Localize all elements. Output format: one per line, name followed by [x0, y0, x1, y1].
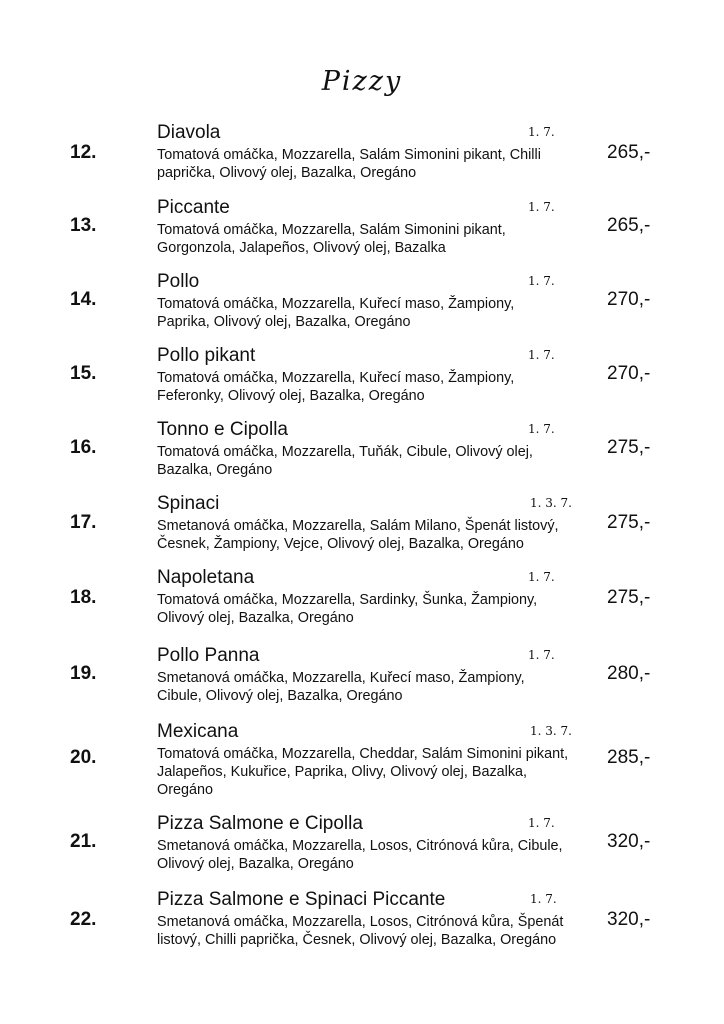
- item-name: Pollo pikant: [157, 345, 256, 366]
- item-description: Tomatová omáčka, Mozzarella, Salám Simonini pikant, Chilli paprička, Olivový olej, Bazalka, Oregáno: [157, 147, 541, 181]
- item-name: Pizza Salmone e Spinaci Piccante: [157, 889, 446, 910]
- item-number: 22.: [70, 909, 97, 930]
- item-number: 14.: [70, 289, 97, 310]
- item-price: 280,-: [607, 663, 651, 684]
- item-number: 18.: [70, 587, 97, 608]
- item-allergens: 1. 7.: [528, 348, 555, 362]
- item-name: Piccante: [157, 197, 230, 218]
- item-number: 12.: [70, 142, 97, 163]
- item-allergens: 1. 7.: [528, 274, 555, 288]
- item-price: 275,-: [607, 512, 651, 533]
- menu-item: [0, 197, 724, 267]
- menu-item: [0, 419, 724, 489]
- item-price: 265,-: [607, 215, 651, 236]
- item-allergens: 1. 7.: [530, 892, 557, 906]
- item-description: Smetanová omáčka, Mozzarella, Salám Milano, Špenát listový, Česnek, Žampiony, Vejce, Olivový olej, Bazalka, Oregáno: [157, 518, 559, 552]
- item-description: Tomatová omáčka, Mozzarella, Sardinky, Šunka, Žampiony, Olivový olej, Bazalka, Oregáno: [157, 592, 538, 626]
- menu-item: [0, 721, 724, 801]
- item-description: Smetanová omáčka, Mozzarella, Losos, Citrónová kůra, Špenát listový, Chilli paprička, Česnek, Olivový olej, Bazalka, Oregáno: [157, 914, 564, 948]
- menu-item: [0, 345, 724, 415]
- item-allergens: 1. 7.: [528, 125, 555, 139]
- item-allergens: 1. 3. 7.: [530, 496, 572, 510]
- item-number: 13.: [70, 215, 97, 236]
- item-name: Tonno e Cipolla: [157, 419, 288, 440]
- item-description: Tomatová omáčka, Mozzarella, Salám Simonini pikant, Gorgonzola, Jalapeños, Olivový olej, Bazalka: [157, 222, 506, 256]
- item-name: Spinaci: [157, 493, 220, 514]
- item-number: 16.: [70, 437, 97, 458]
- item-allergens: 1. 7.: [528, 422, 555, 436]
- item-price: 270,-: [607, 289, 651, 310]
- menu-item: [0, 813, 724, 883]
- item-number: 19.: [70, 663, 97, 684]
- item-allergens: 1. 7.: [528, 200, 555, 214]
- item-name: Napoletana: [157, 567, 255, 588]
- item-price: 270,-: [607, 363, 651, 384]
- item-price: 275,-: [607, 587, 651, 608]
- item-number: 20.: [70, 747, 97, 768]
- item-price: 275,-: [607, 437, 651, 458]
- item-description: Tomatová omáčka, Mozzarella, Cheddar, Salám Simonini pikant, Jalapeños, Kukuřice, Paprika, Olivy, Olivový olej, Bazalka, Oregáno: [157, 746, 569, 798]
- item-name: Diavola: [157, 122, 221, 143]
- item-description: Tomatová omáčka, Mozzarella, Kuřecí maso, Žampiony, Feferonky, Olivový olej, Bazalka, Oregáno: [157, 370, 515, 404]
- item-price: 320,-: [607, 909, 651, 930]
- item-allergens: 1. 3. 7.: [530, 724, 572, 738]
- menu-item: [0, 645, 724, 715]
- item-description: Tomatová omáčka, Mozzarella, Kuřecí maso, Žampiony, Paprika, Olivový olej, Bazalka, Oregáno: [157, 296, 515, 330]
- menu-item: [0, 122, 724, 192]
- item-description: Smetanová omáčka, Mozzarella, Losos, Citrónová kůra, Cibule, Olivový olej, Bazalka, Oregáno: [157, 838, 563, 872]
- item-name: Pollo Panna: [157, 645, 260, 666]
- item-number: 15.: [70, 363, 97, 384]
- menu-item: [0, 271, 724, 341]
- item-price: 320,-: [607, 831, 651, 852]
- item-price: 285,-: [607, 747, 651, 768]
- menu-item: [0, 493, 724, 563]
- item-number: 21.: [70, 831, 97, 852]
- menu-item: [0, 567, 724, 637]
- item-allergens: 1. 7.: [528, 816, 555, 830]
- page-title: Pizzy: [321, 66, 403, 97]
- item-description: Smetanová omáčka, Mozzarella, Kuřecí maso, Žampiony, Cibule, Olivový olej, Bazalka, Oregáno: [157, 670, 525, 704]
- item-description: Tomatová omáčka, Mozzarella, Tuňák, Cibule, Olivový olej, Bazalka, Oregáno: [157, 444, 533, 478]
- item-name: Pollo: [157, 271, 200, 292]
- item-allergens: 1. 7.: [528, 648, 555, 662]
- item-name: Mexicana: [157, 721, 239, 742]
- item-name: Pizza Salmone e Cipolla: [157, 813, 363, 834]
- item-price: 265,-: [607, 142, 651, 163]
- item-allergens: 1. 7.: [528, 570, 555, 584]
- menu-item: [0, 889, 724, 959]
- item-number: 17.: [70, 512, 97, 533]
